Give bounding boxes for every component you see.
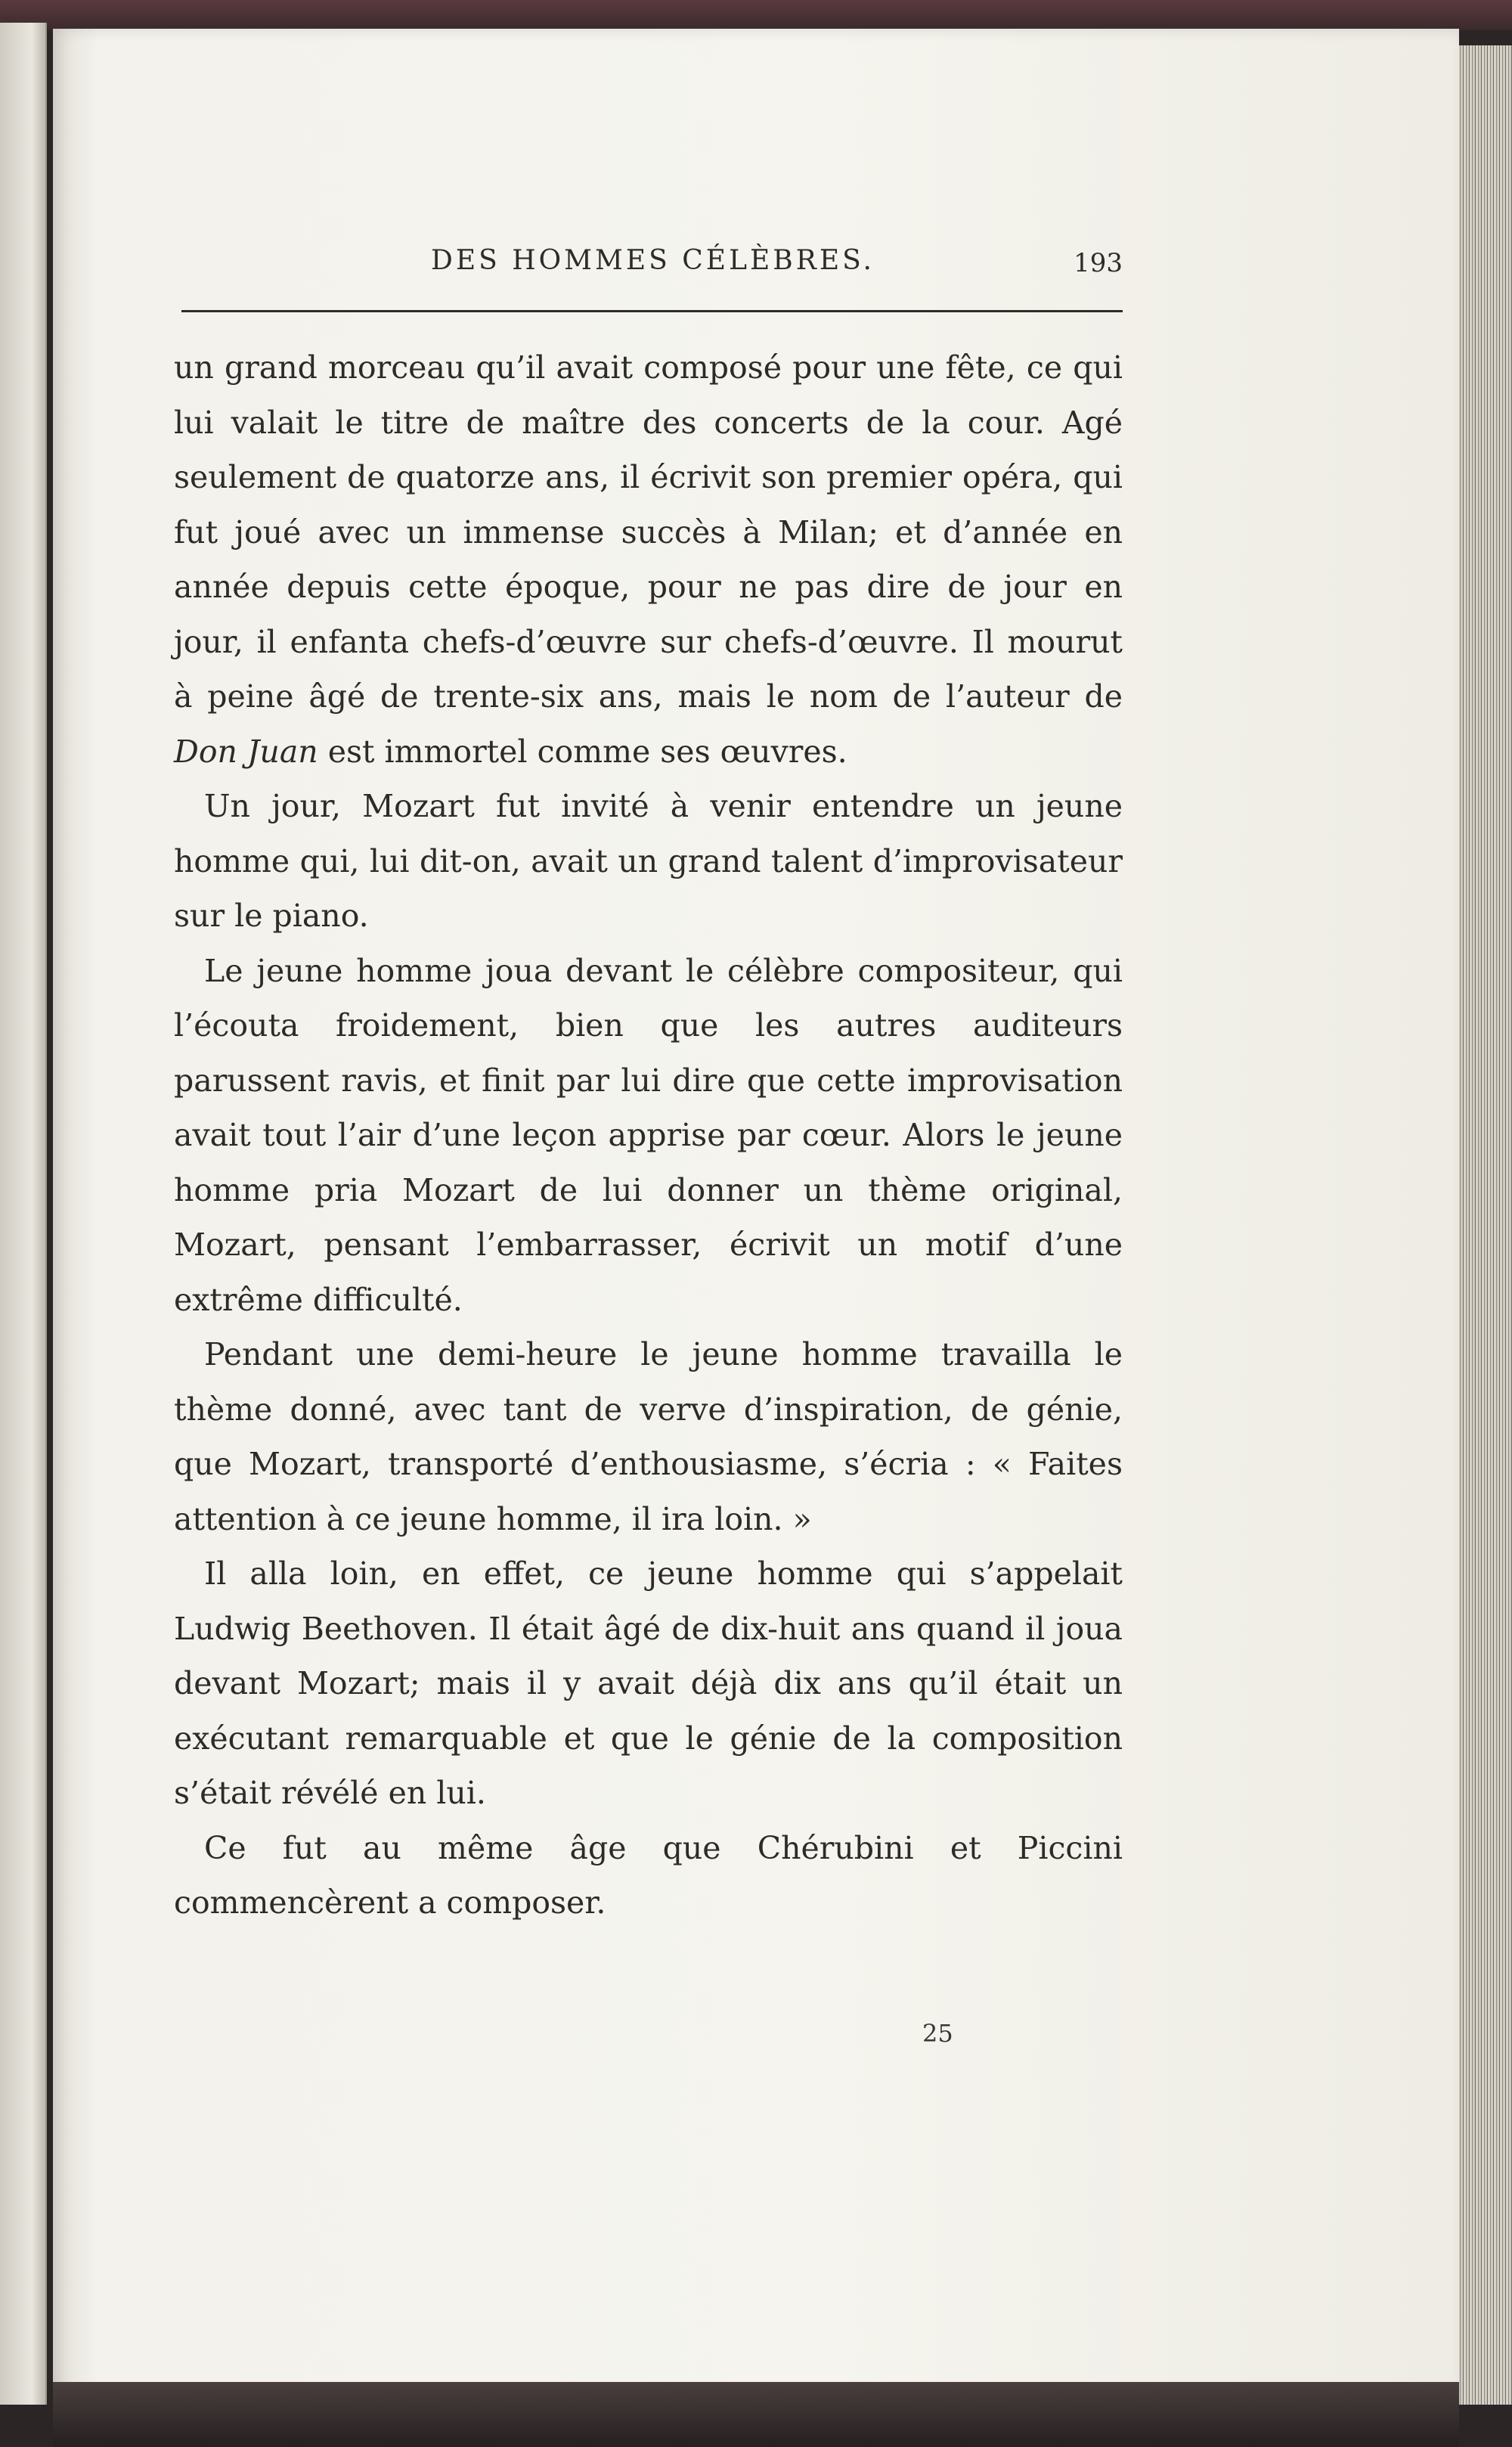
paragraph-3: Le jeune homme joua devant le célèbre compositeur, qui l’écouta froidement, bien que les autres auditeurs parussent ravis, et finit par lui dire que cette improvisation avait tout l’air d’une leçon apprise par cœur. Alors le jeune homme pria Mozart de lui donner un thème original, Mozart, pensant l’embarrasser, écrivit un motif d’une extrême difficulté. [174,952,1123,1318]
body-text [174,340,1123,1931]
book-cover-edge [0,0,1512,30]
work-title-italic: Don Juan [174,733,318,770]
bottom-shadow [53,2382,1459,2447]
page-stack-edge [1452,45,1512,2405]
page-number: 193 [1074,248,1123,278]
previous-page-edge [0,23,47,2405]
running-header [181,242,1123,312]
paragraph-5: Il alla loin, en effet, ce jeune homme qui s’appelait Ludwig Beethoven. Il était âgé de dix-huit ans quand il joua devant Mozart; mais il y avait déjà dix ans qu’il était un exécutant remarquable et que le génie de la composition s’était révélé en lui. [174,1555,1123,1811]
paragraph-2: Un jour, Mozart fut invité à venir entendre un jeune homme qui, lui dit-on, avait un grand talent d’improvisateur sur le piano. [174,788,1123,934]
paragraph-1-text-end: est immortel comme ses œuvres. [318,733,847,770]
signature-mark: 25 [922,2019,953,2048]
paragraph-6: Ce fut au même âge que Chérubini et Piccini commencèrent a composer. [174,1829,1123,1921]
paragraph-1-text: un grand morceau qu’il avait composé pour une fête, ce qui lui valait le titre de maître des concerts de la cour. Agé seulement de quatorze ans, il écrivit son premier opéra, qui fut joué avec un immense succès à Milan; et d’année en année depuis cette époque, pour ne pas dire de jour en jour, il enfanta chefs-d’œuvre sur chefs-d’œuvre. Il mourut à peine âgé de trente-six ans, mais le nom de l’auteur de [174,349,1123,715]
paragraph-4: Pendant une demi-heure le jeune homme travailla le thème donné, avec tant de verve d’inspiration, de génie, que Mozart, transporté d’enthousiasme, s’écria : « Faites attention à ce jeune homme, il ira loin. » [174,1336,1123,1537]
paragraph-1 [174,340,1123,779]
running-title: DES HOMMES CÉLÈBRES. [431,245,875,276]
